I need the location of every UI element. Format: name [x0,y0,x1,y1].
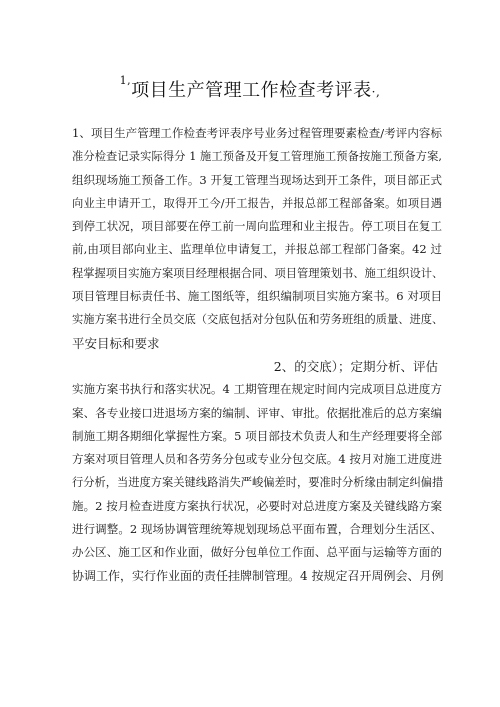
body-line: 案、各专业接口进退场方案的编制、评审、审批。依据批准后的总方案编 [72,405,442,420]
title-text: 项目生产管理工作检查考评表 [131,80,372,101]
body-line: 实施方案书执行和落实状况。4 工期管理在规定时间内完成项目总进度方 [72,382,442,397]
body-line: 准分检查记录实际得分 1 施工预备及开复工管理施工预备按施工预备方案, [72,150,442,164]
title-trailing-marks: ·, [371,85,381,99]
body-line: 项目管理目标责任书、施工图纸等，组织编制项目实施方案书。6 对项目 [72,289,442,304]
body-line: 前,由项目部向业主、监理单位申请复工，并报总部工程部门备案。42 过 [72,242,442,257]
document-title [0,76,500,102]
body-line: 施。2 按月检查进度方案执行状况，必要时对总进度方案及关键线路方案 [72,498,442,513]
body-line: 程掌握项目实施方案项目经理根据合同、项目管理策划书、施工组织设计、 [72,266,444,280]
body-line: 行分析，当进度方案关键线路消失严峻偏差时，要准时分析缘由制定纠偏措 [72,476,444,490]
body-line: 实施方案书进行全员交底（交底包括对分包队伍和劳务班组的质量、进度、 [72,313,444,327]
body-line: 办公区、施工区和作业面，做好分包单位工作面、总平面与运输等方面的 [72,545,442,560]
body-line: 向业主申请开工，取得开工今/开工报告，并报总部工程部备案。如项目遇 [72,196,442,210]
body-line: 方案对项目管理人员和各劳务分包或专业分包交底。4 按月对施工进度进 [72,452,442,467]
body-line: 组织现场施工预备工作。3 开复工管理当现场达到开工条件，项目部正式 [72,172,442,187]
section-two-heading-line: 2、的交底）；定期分析、评估 [273,358,438,374]
body-line: 到停工状况，项目部要在停工前一周向监理和业主报告。停工项目在复工 [72,219,442,234]
body-line: 平安目标和要求 [72,335,160,351]
body-line: 协调工作，实行作业面的责任挂牌制管理。4 按规定召开周例会、月例 [72,568,444,583]
body-line: 进行调整。2 现场协调管理统筹规划现场总平面布置，合理划分生活区、 [72,522,442,537]
title-number-marker: 1, [119,74,132,87]
document-body [72,122,442,588]
body-line: 1、项目生产管理工作检查考评表序号业务过程管理要素检查/考评内容标 [72,126,442,140]
body-line: 制施工期各期细化掌握性方案。5 项目部技术负责人和生产经理要将全部 [72,428,442,443]
